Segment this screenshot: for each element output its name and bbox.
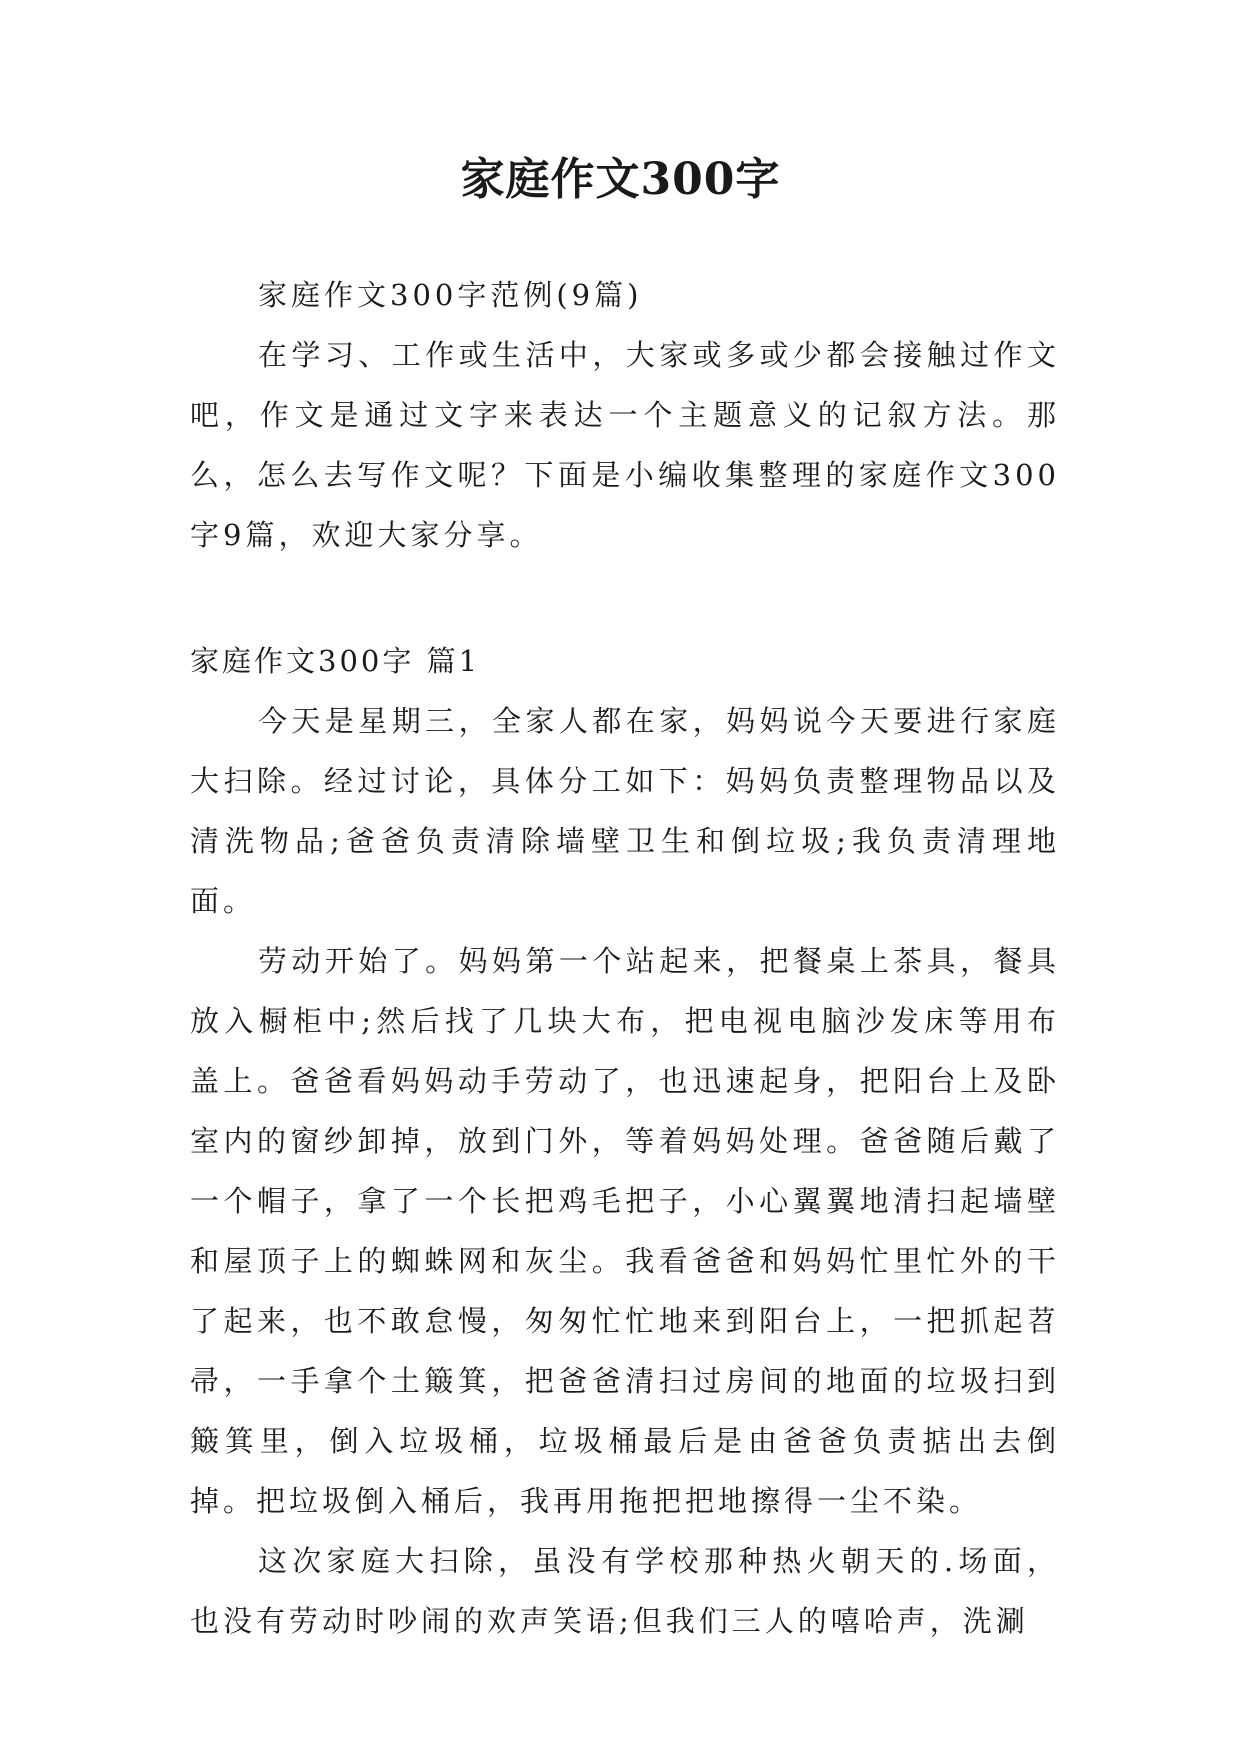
- document-subtitle: 家庭作文300字范例(9篇): [258, 278, 643, 312]
- document-body: [190, 265, 1060, 1651]
- section-paragraph: 劳动开始了。妈妈第一个站起来，把餐桌上茶具，餐具放入橱柜中;然后找了几块大布，把电视电脑沙发床等用布盖上。爸爸看妈妈动手劳动了，也迅速起身，把阳台上及卧室内的窗纱卸掉，放到门外，等着妈妈处理。爸爸随后戴了一个帽子，拿了一个长把鸡毛把子，小心翼翼地清扫起墙壁和屋顶子上的蜘蛛网和灰尘。我看爸爸和妈妈忙里忙外的干了起来，也不敢怠慢，匆匆忙忙地来到阳台上，一把抓起苕帚，一手拿个土簸箕，把爸爸清扫过房间的地面的垃圾扫到簸箕里，倒入垃圾桶，垃圾桶最后是由爸爸负责掂出去倒掉。把垃圾倒入桶后，我再用拖把把地擦得一尘不染。: [190, 944, 1060, 1518]
- section-heading: 家庭作文300字 篇1: [190, 644, 481, 678]
- document-title: 家庭作文300字: [460, 154, 781, 205]
- intro-paragraph: 在学习、工作或生活中，大家或多或少都会接触过作文吧，作文是通过文字来表达一个主题意义的记叙方法。那么，怎么去写作文呢？下面是小编收集整理的家庭作文300字9篇，欢迎大家分享。: [190, 338, 1060, 552]
- section-paragraph: 今天是星期三，全家人都在家，妈妈说今天要进行家庭大扫除。经过讨论，具体分工如下：妈妈负责整理物品以及清洗物品;爸爸负责清除墙壁卫生和倒垃圾;我负责清理地面。: [190, 704, 1060, 918]
- section-paragraph: 这次家庭大扫除，虽没有学校那种热火朝天的.场面，也没有劳动时吵闹的欢声笑语;但我们三人的嘻哈声，洗涮: [190, 1544, 1060, 1638]
